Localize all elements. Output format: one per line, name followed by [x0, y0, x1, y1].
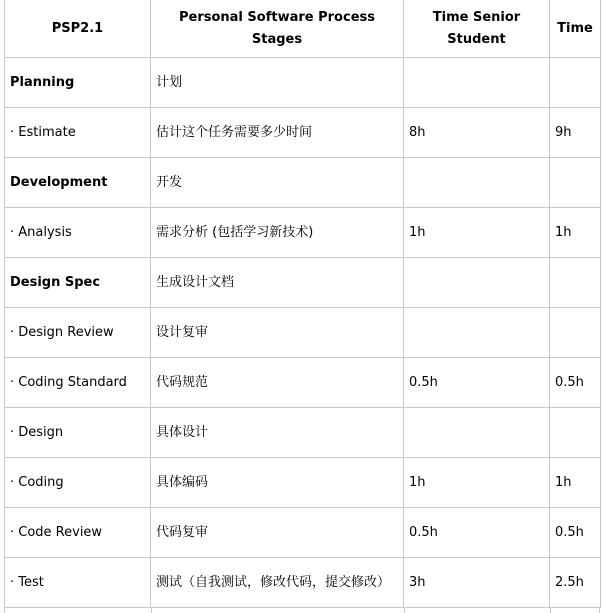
cell-stage: 设计复审 — [151, 308, 404, 358]
cell-senior-time — [404, 158, 550, 208]
cell-stage: 代码规范 — [151, 358, 404, 408]
tail-divider — [404, 607, 405, 613]
cell-time: 1h — [550, 458, 601, 508]
tail-divider — [151, 607, 152, 613]
cell-stage: 代码复审 — [151, 508, 404, 558]
tail-divider — [550, 607, 551, 613]
cell-senior-time: 0.5h — [404, 508, 550, 558]
table-row — [5, 558, 601, 608]
cell-time — [550, 408, 601, 458]
cell-item: · Code Review — [5, 508, 151, 558]
cell-time — [550, 308, 601, 358]
cell-item: Design Spec — [5, 258, 151, 308]
cell-senior-time — [404, 308, 550, 358]
cell-stage: 生成设计文档 — [151, 258, 404, 308]
psp-table — [4, 0, 601, 608]
cell-stage: 开发 — [151, 158, 404, 208]
cell-senior-time — [404, 58, 550, 108]
table-row — [5, 508, 601, 558]
table-body — [5, 58, 601, 608]
cell-senior-time: 1h — [404, 208, 550, 258]
table-row — [5, 358, 601, 408]
cell-item: Development — [5, 158, 151, 208]
header-stages: Personal Software Process Stages — [151, 0, 404, 58]
cell-time: 2.5h — [550, 558, 601, 608]
cell-time: 1h — [550, 208, 601, 258]
table-row — [5, 208, 601, 258]
header-time: Time — [550, 0, 601, 58]
cell-senior-time — [404, 258, 550, 308]
table-row — [5, 108, 601, 158]
table-row — [5, 158, 601, 208]
cell-senior-time: 3h — [404, 558, 550, 608]
table-row — [5, 308, 601, 358]
table-row — [5, 408, 601, 458]
cell-item: · Coding Standard — [5, 358, 151, 408]
cell-senior-time: 0.5h — [404, 358, 550, 408]
cell-item: · Estimate — [5, 108, 151, 158]
header-psp: PSP2.1 — [5, 0, 151, 58]
table-header — [5, 0, 601, 58]
cell-senior-time: 1h — [404, 458, 550, 508]
cell-time: 9h — [550, 108, 601, 158]
table-row — [5, 58, 601, 108]
cell-stage: 具体编码 — [151, 458, 404, 508]
cell-time: 0.5h — [550, 508, 601, 558]
cell-item: Planning — [5, 58, 151, 108]
cell-stage: 估计这个任务需要多少时间 — [151, 108, 404, 158]
cell-time — [550, 58, 601, 108]
table-row — [5, 458, 601, 508]
cell-item: · Design — [5, 408, 151, 458]
cell-item: · Design Review — [5, 308, 151, 358]
cell-item: · Coding — [5, 458, 151, 508]
cell-time — [550, 258, 601, 308]
table-row — [5, 258, 601, 308]
cell-item: · Analysis — [5, 208, 151, 258]
cell-stage: 需求分析 (包括学习新技术) — [151, 208, 404, 258]
cell-stage: 计划 — [151, 58, 404, 108]
cell-senior-time — [404, 408, 550, 458]
header-row — [5, 0, 601, 58]
cell-time: 0.5h — [550, 358, 601, 408]
table-continuation — [4, 607, 600, 613]
header-senior-time: Time Senior Student — [404, 0, 550, 58]
cell-senior-time: 8h — [404, 108, 550, 158]
cell-time — [550, 158, 601, 208]
cell-item: · Test — [5, 558, 151, 608]
cell-stage: 测试（自我测试，修改代码，提交修改） — [151, 558, 404, 608]
cell-stage: 具体设计 — [151, 408, 404, 458]
